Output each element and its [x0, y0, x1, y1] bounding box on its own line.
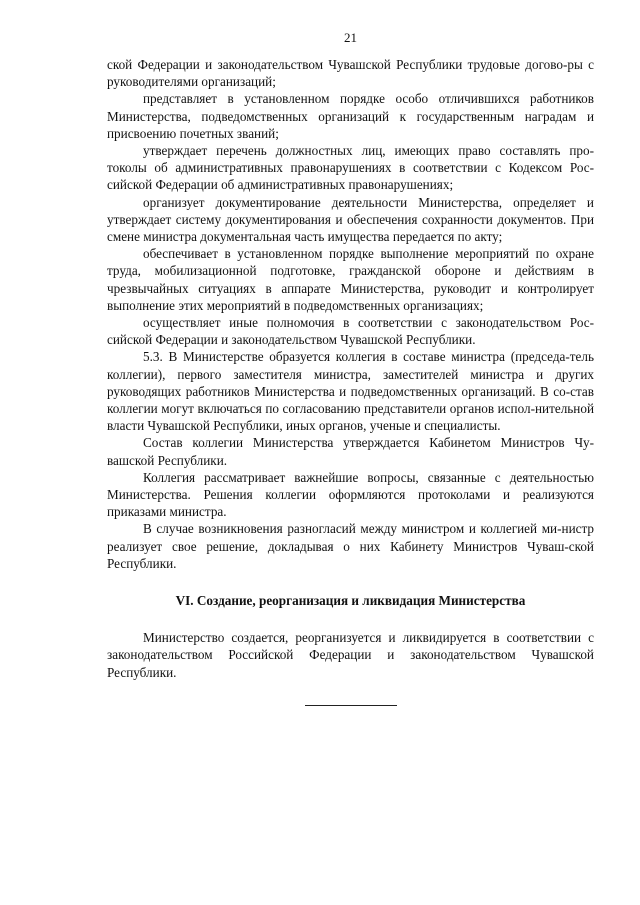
paragraph: В случае возникновения разногласий между министром и коллегией ми-нистр реализует свое решение, докладывая о них Кабинету Министров Чуваш-ской Республики. [107, 521, 594, 571]
end-of-document-rule [305, 705, 397, 706]
paragraph: Коллегия рассматривает важнейшие вопросы, связанные с деятельностью Министерства. Решения коллегии оформляются протоколами и реализуются приказами министра. [107, 469, 594, 520]
paragraph: представляет в установленном порядке особо отличившихся работников Министерства, подведомственных организаций к государственным наградам и присвоению почетных званий; [107, 91, 594, 141]
body-text-before [107, 56, 594, 572]
section-heading: VI. Создание, реорганизация и ликвидация Министерства [175, 593, 526, 609]
paragraph: осуществляет иные полномочия в соответствии с законодательством Рос-сийской Федерации и законодательством Чувашской Республики. [107, 315, 594, 348]
paragraph: Состав коллегии Министерства утверждается Кабинетом Министров Чу-вашской Республики. [107, 435, 594, 468]
paragraph: 5.3. В Министерстве образуется коллегия в составе министра (председа-тель коллегии), первого заместителя министра, заместителей министра и других руководящих работников Министерства и подведомственных организаций. В со-став коллегии могут включаться по согласованию представители органов испол-нительной власти Чувашской Республики, иных органов, ученые и специалисты. [107, 349, 594, 434]
page-number: 21 [344, 30, 357, 45]
document-page [107, 30, 594, 706]
paragraph: Министерство создается, реорганизуется и ликвидируется в соответствии с законодательством Российской Федерации и законодательством Чувашской Республики. [107, 630, 594, 680]
body-text-after [107, 629, 594, 681]
paragraph: обеспечивает в установленном порядке выполнение мероприятий по охране труда, мобилизационной подготовке, гражданской обороне и действиям в чрезвычайных ситуациях в аппарате Министерства, руководит и контролирует выполнение этих мероприятий в подведомственных организациях; [107, 246, 594, 313]
paragraph: утверждает перечень должностных лиц, имеющих право составлять про-токолы об административных правонарушениях в соответствии с Кодексом Рос-сийской Федерации об административных правонарушениях; [107, 143, 594, 193]
paragraph: организует документирование деятельности Министерства, определяет и утверждает систему документирования и обеспечения сохранности документов. При смене министра документальная часть имущества передается по акту; [107, 194, 594, 245]
paragraph: ской Федерации и законодательством Чувашской Республики трудовые догово-ры с руководителями организаций; [107, 57, 594, 90]
